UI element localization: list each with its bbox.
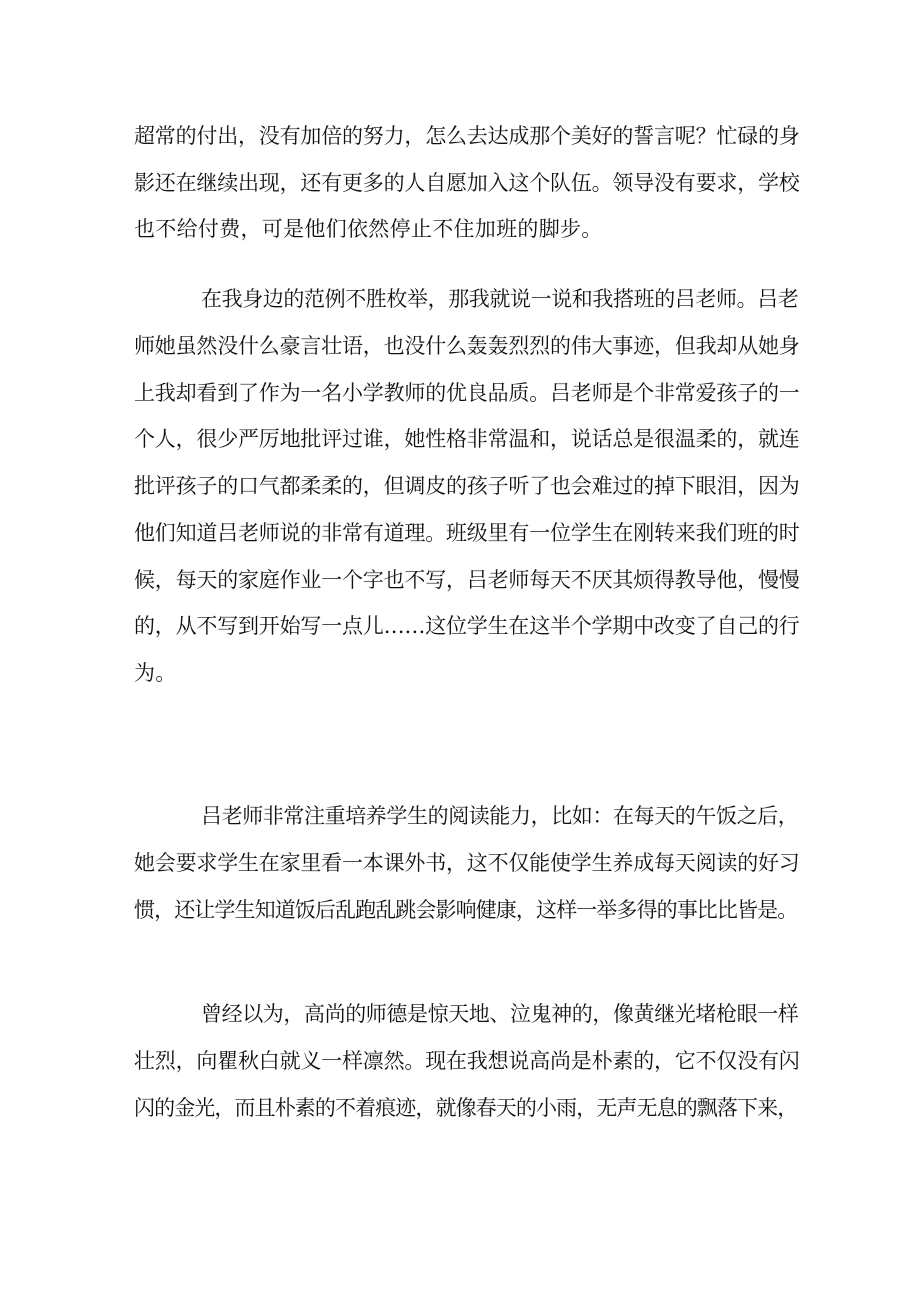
text-line: 上我却看到了作为一名小学教师的优良品质。吕老师是个非常爱孩子的一 bbox=[134, 381, 800, 405]
text-line: 批评孩子的口气都柔柔的，但调皮的孩子听了也会难过的掉下眼泪，因为 bbox=[134, 474, 800, 498]
text-line: 也不给付费，可是他们依然停止不住加班的脚步。 bbox=[134, 217, 603, 241]
text-line: 壮烈，向瞿秋白就义一样凛然。现在我想说高尚是朴素的，它不仅没有闪 bbox=[134, 1049, 800, 1073]
text-line: 闪的金光，而且朴素的不着痕迹，就像春天的小雨，无声无息的飘落下来， bbox=[134, 1096, 798, 1120]
text-line: 个人，很少严厉地批评过谁，她性格非常温和，说话总是很温柔的，就连 bbox=[134, 427, 800, 451]
text-line: 在我身边的范例不胜枚举，那我就说一说和我搭班的吕老师。吕老 bbox=[201, 287, 799, 311]
text-line: 候，每天的家庭作业一个字也不写，吕老师每天不厌其烦得教导他，慢慢 bbox=[134, 568, 800, 592]
text-line: 她会要求学生在家里看一本课外书，这不仅能使学生养成每天阅读的好习 bbox=[134, 851, 800, 875]
text-line: 吕老师非常注重培养学生的阅读能力，比如：在每天的午饭之后， bbox=[201, 804, 799, 828]
text-line: 师她虽然没什么豪言壮语，也没什么轰轰烈烈的伟大事迹，但我却从她身 bbox=[134, 334, 800, 358]
text-line: 影还在继续出现，还有更多的人自愿加入这个队伍。领导没有要求，学校 bbox=[134, 171, 800, 195]
text-line: 曾经以为，高尚的师德是惊天地、泣鬼神的，像黄继光堵枪眼一样 bbox=[201, 1002, 799, 1026]
text-line: 的，从不写到开始写一点儿……这位学生在这半个学期中改变了自己的行 bbox=[134, 614, 800, 638]
text-line: 为。 bbox=[134, 661, 177, 685]
text-line: 惯，还让学生知道饭后乱跑乱跳会影响健康，这样一举多得的事比比皆是。 bbox=[134, 898, 798, 922]
text-line: 超常的付出，没有加倍的努力，怎么去达成那个美好的誓言呢？忙碌的身 bbox=[134, 124, 800, 148]
text-line: 他们知道吕老师说的非常有道理。班级里有一位学生在刚转来我们班的时 bbox=[134, 521, 800, 545]
